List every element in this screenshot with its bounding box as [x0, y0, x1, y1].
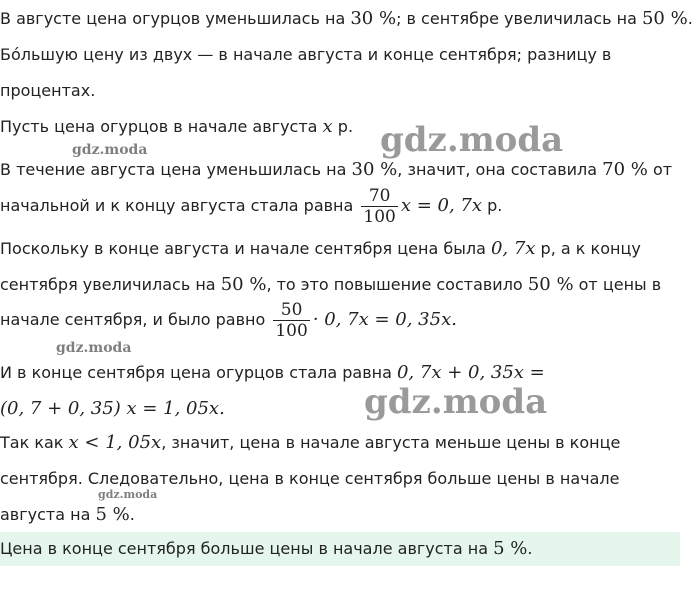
solution-line-9: Так как x < 1, 05x, значит, цена в начале августа меньше цены в конце: [0, 432, 621, 453]
answer-text: Цена в конце сентября больше цены в начале августа на 5 %.: [0, 538, 533, 559]
solution-line-2: В течение августа цена уменьшилась на 30 %, значит, она составила 70 % от: [0, 159, 673, 180]
solution-line-4: Поскольку в конце августа и начале сентября цена была 0, 7x р, а к концу: [0, 238, 641, 259]
solution-line-6: начале сентября, и было равно $\frac{50}{100}$ · 0, 7x = 0, 35x.: [0, 300, 457, 341]
solution-line-1: Пусть цена огурцов в начале августа x р.: [0, 116, 354, 137]
condition-line-2: Бóльшую цену из двух — в начале августа и конце сентября; разницу в: [0, 45, 612, 64]
condition-line-1: В августе цена огурцов уменьшилась на 30 %; в сентябре увеличилась на 50 %.: [0, 8, 693, 29]
solution-line-3: начальной и к концу августа стала равна $\frac{70}{100}$ x = 0, 7x р.: [0, 186, 503, 227]
fraction-50-100: $\frac{50}{100}$: [275, 300, 308, 341]
watermark-large-1: gdz.moda: [380, 120, 564, 160]
watermark-large-2: gdz.moda: [364, 382, 548, 422]
fraction-70-100: $\frac{70}{100}$: [363, 186, 396, 227]
watermark-tiny: gdz.moda: [98, 488, 158, 501]
solution-line-5: сентября увеличилась на 50 %, то это повышение составило 50 % от цены в: [0, 274, 662, 295]
solution-line-10: сентября. Следовательно, цена в конце сентября больше цены в начале: [0, 469, 620, 488]
solution-line-11: августа на 5 %.: [0, 504, 135, 525]
solution-line-7: И в конце сентября цена огурцов стала равна 0, 7x + 0, 35x =: [0, 362, 545, 383]
solution-line-8: (0, 7 + 0, 35) x = 1, 05x.: [0, 398, 225, 419]
watermark-small-2: gdz.moda: [56, 340, 132, 356]
watermark-small-1: gdz.moda: [72, 142, 148, 158]
condition-line-3: процентах.: [0, 81, 96, 100]
